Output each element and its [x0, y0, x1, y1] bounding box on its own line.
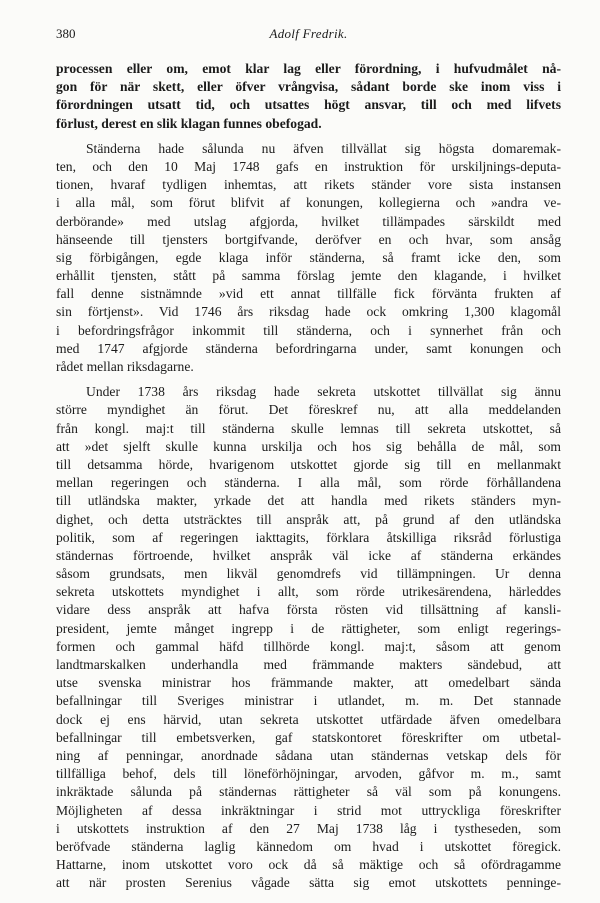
page-number: 380	[56, 26, 76, 41]
text-line: erhållit tjensten, stått på samma förslag jemte den klagande, i hvilket	[56, 268, 561, 284]
text-line: tionen, hvaraf tydligen inhemtas, att rikets ständer vore sista instansen	[56, 177, 561, 193]
paragraph-2	[56, 140, 561, 376]
body-text	[56, 60, 561, 892]
text-line: från kongl. maj:t till ständerna skulle lemnas till sekreta utskottet, så	[56, 420, 561, 436]
text-line: formen och gammal häfd tillhörde kongl. maj:t, såsom att genom	[56, 638, 561, 654]
text-line: ten, och den 10 Maj 1748 gafs en instruktion för urskiljnings-deputa-	[56, 158, 561, 174]
text-line: politik, som af regeringen iakttagits, förklara åtskilliga riksråd förlustiga	[56, 529, 561, 545]
text-line: dock ej ens härvid, utan sekreta utskottet utfärdade äfven omedelbara	[56, 711, 561, 727]
text-line: i befordringsfrågor inkommit till ständerna, och i synnerhet från och	[56, 322, 561, 338]
text-line: till utländska makter, yrkade det att handla med rikets ständers myn-	[56, 493, 561, 509]
text-line: såsom grundsats, men likväl genomdrefs vid tillämpningen. Ur denna	[56, 566, 561, 582]
text-line: mellan regeringen och ständerna. I alla mål, som rörde förhållandena	[56, 475, 561, 491]
text-line: hänseende till tjensters bortgifvande, deröfver en och hvar, som ansåg	[56, 231, 561, 247]
text-line: derbörande» med utslag afgjorda, hvilket tillämpades särskildt med	[56, 213, 561, 229]
text-line: fall denne sistnämnde »vid ett annat tillfälle fick förvänta frukten af	[56, 286, 561, 302]
text-line: Ständerna hade sålunda nu äfven tillvällat sig högsta domaremak-	[86, 140, 561, 156]
paragraph-3	[56, 383, 561, 892]
text-line: vidare dess anspråk att hafva första rösten vid tillsättning af kansli-	[56, 602, 561, 618]
text-line: tillfälliga behof, dels till löneförhöjningar, arvoden, gåfvor m. m., samt	[56, 766, 561, 782]
book-page	[56, 0, 561, 903]
text-line: sig förbigången, egde klaga inför ständerna, så framt icke den, som	[56, 249, 561, 265]
text-line: president, jemte månget ingrepp i de rättigheter, som enligt regerings-	[56, 620, 561, 636]
text-line: utse svenska ministrar hos främmande makter, att omedelbart sända	[56, 675, 561, 691]
text-line: sekreta utskottets myndighet i allt, som rörde utrikesärendena, härleddes	[56, 584, 561, 600]
text-line: större myndighet än förut. Det föreskref nu, att alla meddelanden	[56, 402, 561, 418]
text-line: till detsamma hörde, hvarigenom utskottet gjorde sig till en mellanmakt	[56, 456, 561, 472]
text-line: förlust, derest en slik klagan funnes obefogad.	[56, 115, 322, 131]
text-line: dighet, och detta utsträcktes till anspråk att, på grund af den utländska	[56, 511, 561, 527]
page-header	[56, 26, 561, 46]
text-line: Hattarne, inom utskottet voro ock då så mäktige och så ofördragamme	[56, 857, 561, 873]
text-line: i alla mål, som förut blifvit af konungen, kollegierna och »andra ve-	[56, 195, 561, 211]
paragraph-1	[56, 60, 561, 133]
text-line: gon för när skett, eller öfver vrångvisa, sådant borde ske inom viss i	[56, 79, 561, 95]
text-line: att »det sjelft skulle kunna urskilja och hos sig behålla de mål, som	[56, 438, 561, 454]
text-line: ständernas förtroende, hvilket anspråk väl icke af ständerna erkändes	[56, 547, 561, 563]
text-line: beröfvade ständerna laglig kännedom om hvad i utskottet föregick.	[56, 838, 561, 854]
text-line: att när prosten Serenius vågade sätta sig emot utskottets penninge-	[56, 875, 561, 891]
text-line: ning af penningar, anordnade sådana utan ständernas vetskap dels för	[56, 747, 561, 763]
text-line: rådet mellan riksdagarne.	[56, 359, 194, 374]
text-line: inkräktade sålunda på ständernas rättigheter så väl som på konungens.	[56, 784, 561, 800]
text-line: förordningen utsatt tid, och utsattes högt ansvar, till och med lifvets	[56, 97, 561, 113]
text-line: befallningar till Sveriges ministrar i utlandet, m. m. Det stannade	[56, 693, 561, 709]
text-line: sin förtjenst». Vid 1746 års riksdag hade ock omkring 1,300 klagomål	[56, 304, 561, 320]
text-line: landtmarskalken underhandla med främmande makters sändebud, att	[56, 657, 561, 672]
running-title: Adolf Fredrik.	[269, 26, 348, 41]
text-line: med 1747 afgjorde ständerna befordringarna under, samt konungen och	[56, 340, 561, 356]
text-line: processen eller om, emot klar lag eller förordning, i hufvudmålet nå-	[56, 61, 561, 76]
text-line: Under 1738 års riksdag hade sekreta utskottet tillvällat sig ännu	[86, 384, 561, 400]
text-line: i utskottets instruktion af den 27 Maj 1738 låg i tystheseden, som	[56, 820, 561, 836]
text-line: befallningar till embetsverken, gaf statskontoret föreskrifter om utbetal-	[56, 729, 561, 745]
text-line: Möjligheten af dessa inkräktningar i strid mot uttryckliga föreskrifter	[56, 802, 561, 818]
